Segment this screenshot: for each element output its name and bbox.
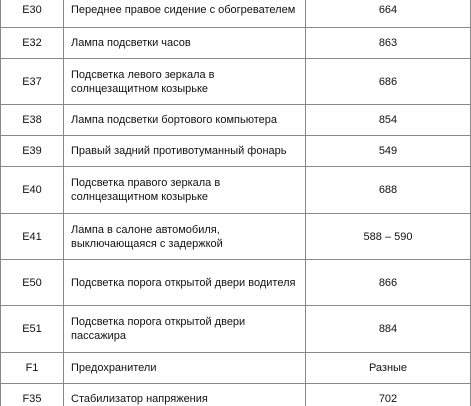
row-value-cell: 702 [306, 384, 471, 406]
row-value-cell: 686 [306, 59, 471, 105]
row-value-cell: 588 – 590 [306, 214, 471, 260]
row-code-cell: E40 [1, 167, 64, 214]
table-row [1, 260, 471, 306]
table-row [1, 167, 471, 214]
row-value-cell: 884 [306, 306, 471, 353]
table-row [1, 59, 471, 105]
row-value-cell: 854 [306, 105, 471, 136]
row-code-cell: E37 [1, 59, 64, 105]
row-description-cell: Подсветка порога открытой двери пассажира [64, 306, 306, 353]
row-value-cell: 866 [306, 260, 471, 306]
row-code-cell: E38 [1, 105, 64, 136]
row-description-cell: Переднее правое сидение с обогревателем [64, 0, 306, 28]
row-value-cell: 664 [306, 0, 471, 28]
row-description-cell: Предохранители [64, 353, 306, 384]
row-code-cell: E30 [1, 0, 64, 28]
row-description-cell: Правый задний противотуманный фонарь [64, 136, 306, 167]
row-description-cell: Лампа подсветки бортового компьютера [64, 105, 306, 136]
row-description-cell: Стабилизатор напряжения [64, 384, 306, 406]
row-code-cell: E41 [1, 214, 64, 260]
table-row [1, 105, 471, 136]
row-description-cell: Подсветка левого зеркала в солнцезащитном козырьке [64, 59, 306, 105]
row-code-cell: E32 [1, 28, 64, 59]
row-code-cell: E51 [1, 306, 64, 353]
parts-table-body [1, 0, 471, 406]
row-description-cell: Подсветка порога открытой двери водителя [64, 260, 306, 306]
row-code-cell: F1 [1, 353, 64, 384]
table-row [1, 384, 471, 406]
table-row [1, 353, 471, 384]
row-code-cell: E39 [1, 136, 64, 167]
table-row [1, 136, 471, 167]
table-row [1, 28, 471, 59]
row-description-cell: Подсветка правого зеркала в солнцезащитном козырьке [64, 167, 306, 214]
table-row [1, 306, 471, 353]
table-row [1, 0, 471, 28]
row-value-cell: 863 [306, 28, 471, 59]
row-value-cell: 549 [306, 136, 471, 167]
row-description-cell: Лампа подсветки часов [64, 28, 306, 59]
row-value-cell: Разные [306, 353, 471, 384]
row-code-cell: E50 [1, 260, 64, 306]
table-row [1, 214, 471, 260]
row-code-cell: F35 [1, 384, 64, 406]
row-value-cell: 688 [306, 167, 471, 214]
row-description-cell: Лампа в салоне автомобиля, выключающаяся с задержкой [64, 214, 306, 260]
